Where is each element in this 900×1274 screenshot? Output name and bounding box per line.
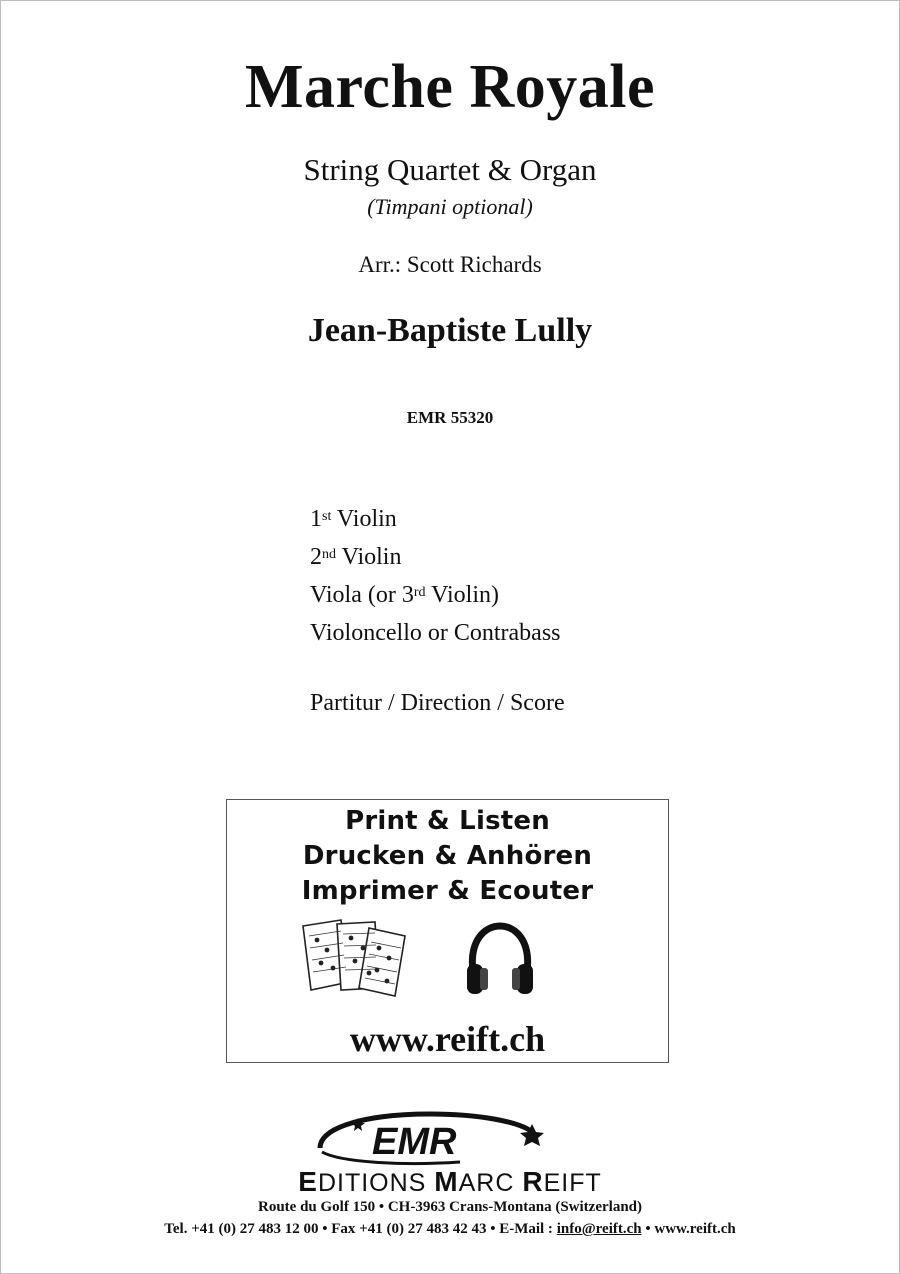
subnote: (Timpani optional): [367, 194, 533, 219]
part-item: Violoncello or Contrabass: [310, 620, 561, 646]
emr-logo-text: EMR: [372, 1121, 457, 1163]
score-line: Partitur / Direction / Score: [310, 690, 565, 716]
print-listen-box: [226, 799, 669, 1063]
part-item: 2nd Violin: [310, 544, 402, 570]
publisher-name: EDITIONS MARC REIFT: [298, 1166, 602, 1197]
headphones-icon: [465, 922, 535, 1002]
promo-line: Drucken & Anhören: [302, 841, 593, 871]
publisher-address: Route du Golf 150 • CH-3963 Crans-Montana (Switzerland): [258, 1199, 642, 1215]
title: Marche Royale: [245, 53, 655, 121]
parts-list: [310, 503, 561, 655]
publisher-contact: Tel. +41 (0) 27 483 12 00 • Fax +41 (0) 27 483 42 43 • E-Mail : info@reift.ch • www.reift.ch: [164, 1221, 736, 1237]
arranger: Arr.: Scott Richards: [358, 252, 542, 277]
subtitle: String Quartet & Organ: [303, 152, 597, 187]
sheet-music-icon: [299, 918, 414, 998]
catalog-number: EMR 55320: [406, 408, 494, 427]
composer: Jean-Baptiste Lully: [307, 312, 593, 349]
email-link[interactable]: info@reift.ch: [556, 1221, 642, 1237]
promo-line: Imprimer & Ecouter: [301, 876, 594, 906]
part-item: 1st Violin: [310, 506, 397, 532]
part-item: Viola (or 3rd Violin): [310, 582, 499, 608]
promo-line: Print & Listen: [345, 806, 550, 836]
emr-logo: [310, 1108, 550, 1170]
website-link[interactable]: www.reift.ch: [349, 1019, 546, 1059]
